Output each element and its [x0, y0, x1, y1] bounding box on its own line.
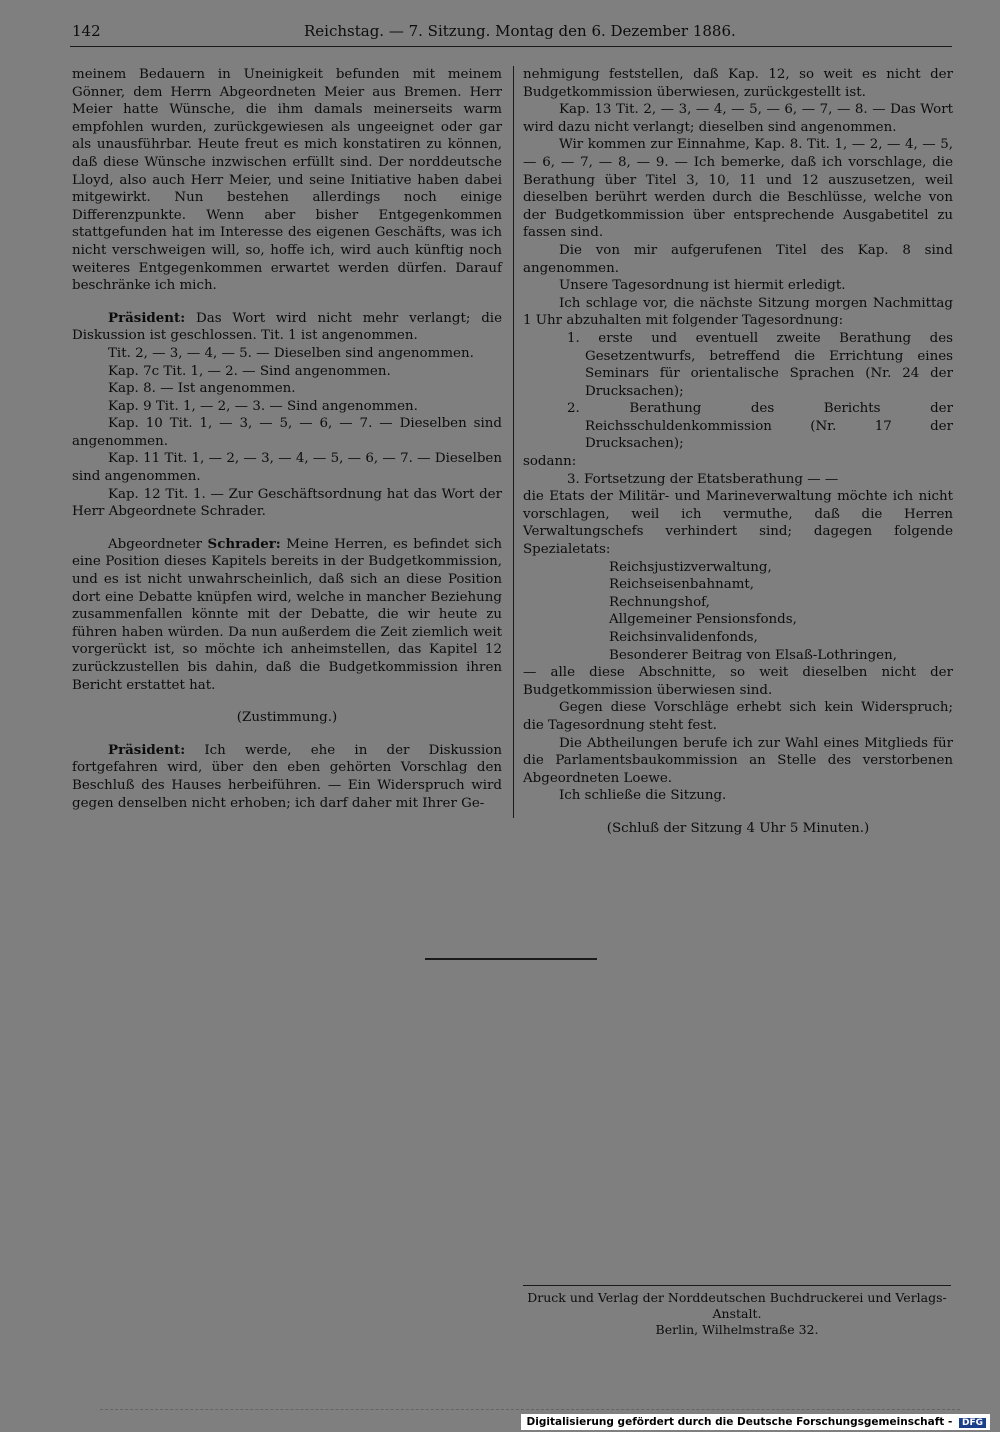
paragraph: Kap. 10 Tit. 1, — 3, — 5, — 6, — 7. — Dieselben sind angenommen. — [72, 416, 502, 449]
paragraph: — alle diese Abschnitte, so weit dieselben nicht der Budgetkommission überwiesen sind. — [523, 665, 953, 698]
etat-item: Besonderer Beitrag von Elsaß-Lothringen, — [609, 647, 897, 663]
paragraph: Kap. 9 Tit. 1, — 2, — 3. — Sind angenommen. — [108, 398, 418, 414]
dfg-logo-icon: DFG — [959, 1418, 986, 1428]
imprint — [523, 1290, 951, 1338]
column-separator — [513, 66, 514, 818]
speech-text: Das Wort wird nicht mehr verlangt; die Diskussion ist geschlossen. Tit. 1 ist angenommen. — [72, 310, 502, 344]
etat-item: Allgemeiner Pensionsfonds, — [609, 612, 797, 628]
paragraph: Ich schlage vor, die nächste Sitzung morgen Nachmittag 1 Uhr abzuhalten mit folgender Tagesordnung: — [523, 295, 953, 329]
closing-note: (Schluß der Sitzung 4 Uhr 5 Minuten.) — [606, 820, 870, 836]
paragraph: Gegen diese Vorschläge erhebt sich kein Widerspruch; die Tagesordnung steht fest. — [523, 700, 953, 733]
scan-artifact-line — [100, 1409, 960, 1411]
speaker-prefix: Abgeordneter — [108, 536, 208, 552]
paragraph — [72, 310, 502, 345]
end-rule — [425, 958, 597, 960]
speaker-name: Schrader: — [207, 535, 281, 552]
paragraph: Kap. 13 Tit. 2, — 3, — 4, — 5, — 6, — 7, — 8. — Das Wort wird dazu nicht verlangt; dieselben sind angenommen. — [523, 102, 953, 135]
paragraph — [72, 742, 502, 812]
left-column — [72, 66, 502, 812]
paragraph — [72, 536, 502, 694]
speaker-name: Präsident: — [108, 741, 186, 758]
right-column — [523, 66, 953, 838]
paragraph: Die von mir aufgerufenen Titel des Kap. 8 sind angenommen. — [523, 242, 953, 276]
imprint-line: Druck und Verlag der Norddeutschen Buchdruckerei und Verlags-Anstalt. — [527, 1290, 947, 1321]
paragraph: Wir kommen zur Einnahme, Kap. 8. Tit. 1, — 2, — 4, — 5, — 6, — 7, — 8, — 9. — Ich bemerke, daß ich vorschlage, die Berathung über Titel 3, 10, 11 und 12 auszusetzen, weil dieselben berührt werden durch die Beschlüsse, welche von der Budgetkommission über entsprechende Ausgabetitel zu fassen sind. — [523, 137, 953, 241]
paragraph: Kap. 12 Tit. 1. — Zur Geschäftsordnung hat das Wort der Herr Abgeordnete Schrader. — [72, 486, 502, 520]
paragraph: nehmigung feststellen, daß Kap. 12, so weit es nicht der Budgetkommission überwiesen, zurückgestellt ist. — [523, 67, 953, 100]
page-header — [72, 22, 736, 44]
agenda-item: 3. Fortsetzung der Etatsberathung — — — [567, 471, 839, 487]
imprint-line: Berlin, Wilhelmstraße 32. — [655, 1322, 819, 1337]
credit-text: Digitalisierung gefördert durch die Deutsche Forschungsgemeinschaft - — [526, 1416, 953, 1428]
paragraph: meinem Bedauern in Uneinigkeit befunden mit meinem Gönner, dem Herrn Abgeordneten Meier aus Bremen. Herr Meier hatte Wünsche, die ihm damals meinerseits warm empfohlen wurden, zurückgewiesen als ungeeignet oder gar als unausführbar. Heute freut es mich konstatiren zu können, daß diese Wünsche inzwischen erfüllt sind. Der norddeutsche Lloyd, also auch Herr Meier, und seine Initiative haben dabei mitgewirkt. Nun bestehen allerdings noch einige Differenzpunkte. Wenn aber bisher Entgegenkommen stattgefunden hat im Interesse des eigenen Geschäfts, was ich nicht verschweigen will, so, hoffe ich, wird auch künftig noch weiteres Entgegenkommen erwartet werden dürfen. Darauf beschränke ich mich. — [72, 67, 502, 294]
etat-item: Reichsinvalidenfonds, — [609, 630, 758, 645]
paragraph: die Etats der Militär- und Marineverwaltung möchte ich nicht vorschlagen, weil ich vermuthe, daß die Herren Verwaltungschefs verhindert sind; dagegen folgende Spezialetats: — [523, 489, 953, 558]
paragraph: Kap. 8. — Ist angenommen. — [108, 381, 296, 397]
etat-item: Reichsjustizverwaltung, — [609, 559, 772, 575]
paragraph: Tit. 2, — 3, — 4, — 5. — Dieselben sind angenommen. — [108, 345, 474, 361]
interjection: (Zustimmung.) — [236, 710, 338, 726]
speaker-name: Präsident: — [108, 309, 186, 326]
speech-text: Meine Herren, es befindet sich eine Position dieses Kapitels bereits in der Budgetkommission, und es ist nicht unwahrscheinlich, daß sich an diese Position dort eine Debatte knüpfen wird, welche in mancher Beziehung zusammenfallen könnte mit der Debatte, die wir heute zu führen haben würden. Da nun außerdem die Zeit ziemlich weit vorgerückt ist, so möchte ich anheimstellen, das Kapitel 12 zurückzustellen bis dahin, daß die Budgetkommission ihren Bericht erstattet hat. — [72, 536, 502, 693]
running-title: Reichstag. — 7. Sitzung. Montag den 6. Dezember 1886. — [304, 22, 736, 40]
header-rule — [70, 46, 952, 47]
etat-item: Rechnungshof, — [609, 594, 710, 610]
page-number: 142 — [72, 22, 101, 40]
etat-item: Reichseisenbahnamt, — [609, 577, 755, 593]
agenda-item: 2. Berathung des Berichts der Reichsschuldenkommission (Nr. 17 der Drucksachen); — [567, 401, 953, 452]
imprint-rule — [523, 1285, 951, 1286]
digitization-credit — [521, 1414, 990, 1430]
paragraph: Die Abtheilungen berufe ich zur Wahl eines Mitglieds für die Parlamentsbaukommission an Stelle des verstorbenen Abgeordneten Loewe. — [523, 735, 953, 786]
speech-text: Ich werde, ehe in der Diskussion fortgefahren wird, über den eben gehörten Vorschlag den Beschluß des Hauses herbeiführen. — Ein Widerspruch wird gegen denselben nicht erhoben; ich darf daher mit Ihrer Ge- — [72, 742, 502, 811]
paragraph: Kap. 7c Tit. 1, — 2. — Sind angenommen. — [108, 363, 391, 379]
paragraph: Ich schließe die Sitzung. — [559, 788, 727, 804]
paragraph: sodann: — [523, 454, 577, 470]
paragraph: Unsere Tagesordnung ist hiermit erledigt. — [559, 278, 846, 294]
agenda-item: 1. erste und eventuell zweite Berathung des Gesetzentwurfs, betreffend die Errichtung eines Seminars für orientalische Sprachen (Nr. 24 der Drucksachen); — [567, 330, 953, 399]
paragraph: Kap. 11 Tit. 1, — 2, — 3, — 4, — 5, — 6, — 7. — Dieselben sind angenommen. — [72, 451, 502, 485]
